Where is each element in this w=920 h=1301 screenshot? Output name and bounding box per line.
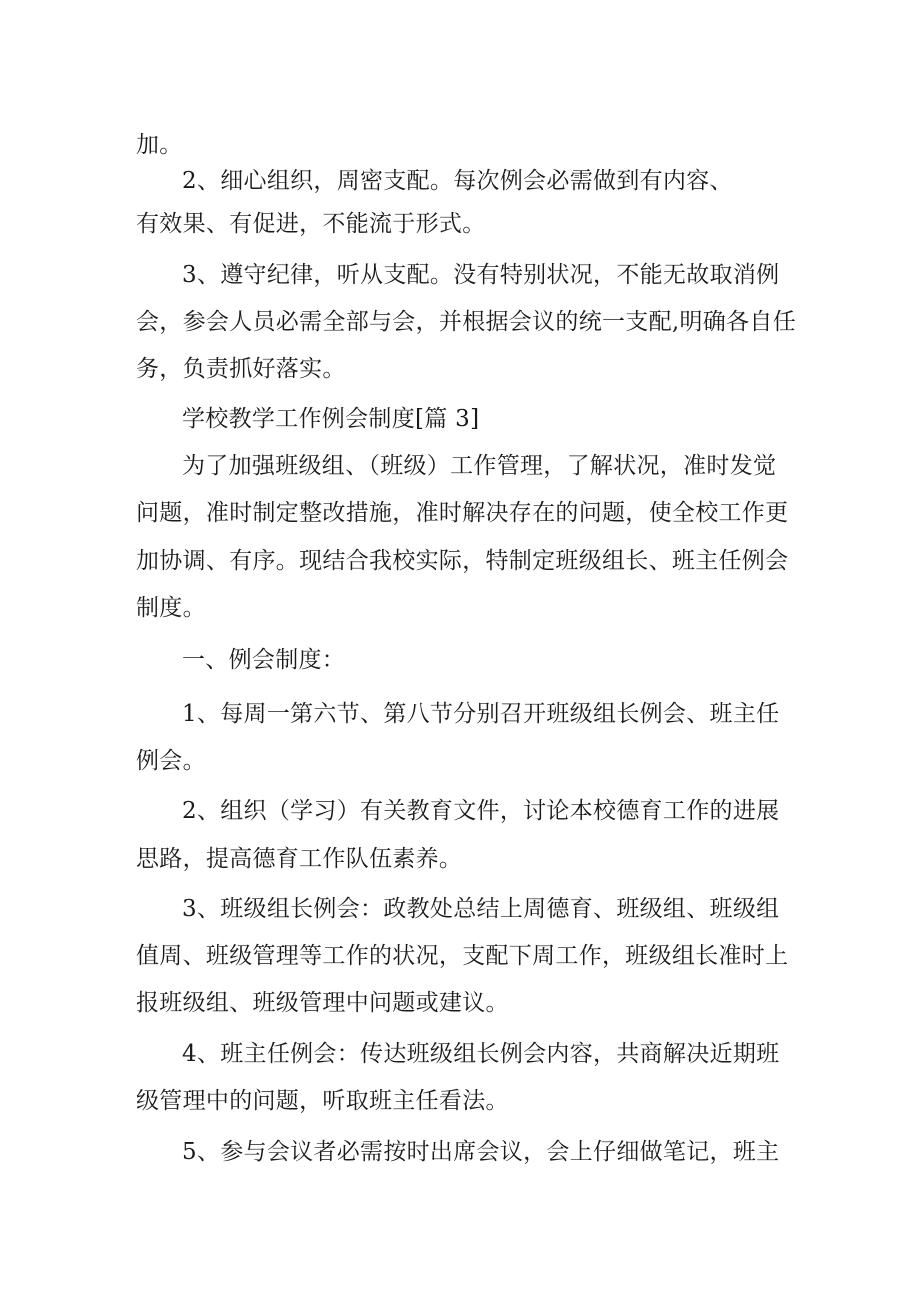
text-line: 2、组织（学习）有关教育文件，讨论本校德育工作的进展 — [182, 798, 780, 824]
text-line: 会，参会人员必需全部与会，并根据会议的统一支配,明确各自任 — [136, 309, 797, 335]
text-line: 级管理中的问题，听取班主任看法。 — [136, 1088, 509, 1114]
text-line: 值周、班级管理等工作的状况，支配下周工作，班级组长准时上 — [136, 943, 789, 969]
text-line: 问题，准时制定整改措施，准时解决存在的问题，使全校工作更 — [136, 500, 789, 526]
text-line: 加。 — [136, 132, 183, 158]
text-line: 报班级组、班级管理中问题或建议。 — [136, 990, 509, 1016]
text-line: 5、参与会议者必需按时出席会议，会上仔细做笔记，班主 — [182, 1139, 780, 1165]
text-line: 1、每周一第六节、第八节分别召开班级组长例会、班主任 — [182, 701, 780, 727]
text-line: 有效果、有促进，不能流于形式。 — [136, 211, 486, 237]
text-line: 思路，提高德育工作队伍素养。 — [136, 846, 463, 872]
text-line: 制度。 — [136, 595, 206, 621]
text-line: 例会。 — [136, 748, 206, 774]
text-line: 加协调、有序。现结合我校实际，特制定班级组长、班主任例会 — [136, 548, 789, 574]
text-line: 4、班主任例会：传达班级组长例会内容，共商解决近期班 — [182, 1041, 780, 1067]
text-line: 3、遵守纪律，听从支配。没有特别状况，不能无故取消例 — [182, 262, 780, 288]
section-heading: 学校教学工作例会制度[篇 3] — [182, 406, 480, 432]
text-line: 3、班级组长例会：政教处总结上周德育、班级组、班级组 — [182, 896, 780, 922]
text-line: 务，负责抓好落实。 — [136, 356, 346, 382]
text-line: 2、细心组织，周密支配。每次例会必需做到有内容、 — [182, 168, 733, 194]
text-line: 为了加强班级组、（班级）工作管理，了解状况，准时发觉 — [182, 453, 777, 479]
section-heading: 一、例会制度： — [182, 647, 346, 673]
